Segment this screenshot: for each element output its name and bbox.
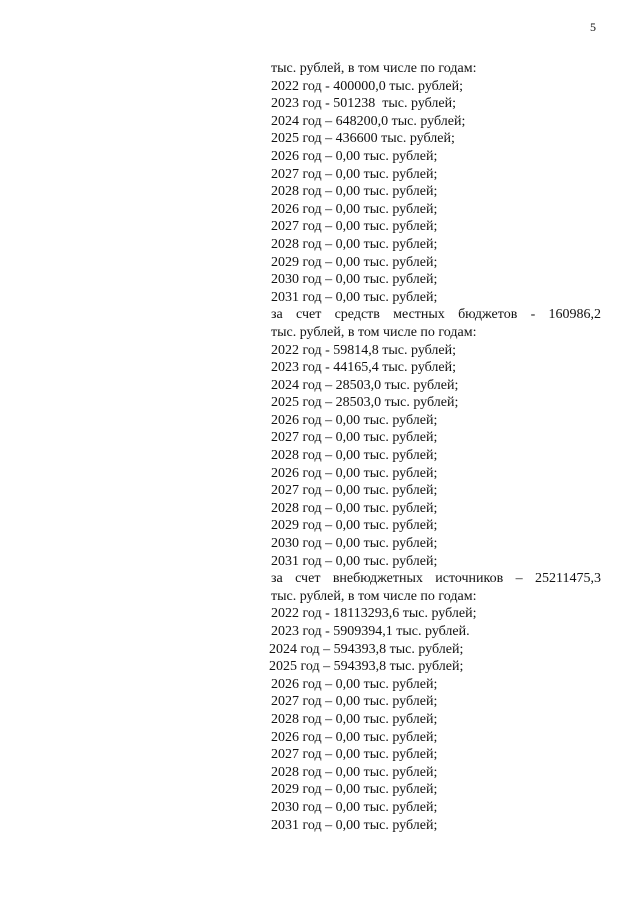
text-line: 2029 год – 0,00 тыс. рублей; (271, 518, 438, 534)
extrabudgetary-heading: за счет внебюджетных источников – 25211475,3 (271, 571, 601, 587)
document-body (271, 60, 601, 834)
text-line: 2028 год – 0,00 тыс. рублей; (271, 236, 438, 252)
text-line: тыс. рублей, в том числе по годам: (271, 61, 477, 76)
text-line: 2023 год - 44165,4 тыс. рублей; (271, 360, 457, 376)
text-line: 2027 год – 0,00 тыс. рублей; (271, 694, 438, 710)
text-line: 2031 год – 0,00 тыс. рублей; (271, 553, 438, 569)
text-line: 2030 год – 0,00 тыс. рублей; (271, 536, 438, 552)
text-line: 2022 год - 59814,8 тыс. рублей; (271, 342, 457, 358)
text-line: 2030 год – 0,00 тыс. рублей; (271, 799, 438, 815)
text-line: 2027 год – 0,00 тыс. рублей; (271, 483, 438, 499)
text-line: 2023 год - 5909394,1 тыс. рублей. (271, 624, 470, 639)
text-line: 2025 год – 594393,8 тыс. рублей; (269, 659, 464, 675)
text-line: 2027 год – 0,00 тыс. рублей; (271, 219, 438, 235)
text-line: 2026 год – 0,00 тыс. рублей; (271, 676, 438, 692)
text-line: 2028 год – 0,00 тыс. рублей; (271, 711, 438, 727)
text-line: 2027 год – 0,00 тыс. рублей; (271, 747, 438, 763)
text-line: тыс. рублей, в том числе по годам: (271, 588, 477, 604)
text-line: 2026 год – 0,00 тыс. рублей; (271, 465, 438, 481)
text-line: 2027 год – 0,00 тыс. рублей; (271, 166, 438, 182)
text-line: 2027 год – 0,00 тыс. рублей; (271, 430, 438, 446)
local-budgets-heading: за счет средств местных бюджетов - 160986,2 (271, 307, 601, 323)
text-line: 2028 год – 0,00 тыс. рублей; (271, 764, 438, 780)
text-line: 2025 год – 436600 тыс. рублей; (271, 131, 455, 147)
text-line: 2029 год – 0,00 тыс. рублей; (271, 782, 438, 798)
text-line: 2028 год – 0,00 тыс. рублей; (271, 448, 438, 464)
page-number: 5 (590, 20, 596, 34)
text-line: 2025 год – 28503,0 тыс. рублей; (271, 395, 459, 411)
text-line: 2026 год – 0,00 тыс. рублей; (271, 412, 438, 428)
text-line: 2022 год - 18113293,6 тыс. рублей; (271, 606, 477, 622)
text-line: 2026 год – 0,00 тыс. рублей; (271, 201, 438, 217)
text-line: 2028 год – 0,00 тыс. рублей; (271, 184, 438, 200)
text-line: 2026 год – 0,00 тыс. рублей; (271, 729, 438, 745)
text-line: 2024 год – 28503,0 тыс. рублей; (271, 377, 459, 393)
text-line: 2029 год – 0,00 тыс. рублей; (271, 254, 438, 270)
text-line: 2028 год – 0,00 тыс. рублей; (271, 500, 438, 516)
text-line: 2031 год – 0,00 тыс. рублей; (271, 289, 438, 305)
text-line: тыс. рублей, в том числе по годам: (271, 324, 477, 340)
text-line: 2024 год – 648200,0 тыс. рублей; (271, 113, 466, 129)
text-line: 2022 год - 400000,0 тыс. рублей; (271, 78, 464, 94)
text-line: 2023 год - 501238 тыс. рублей; (271, 96, 457, 112)
text-line: 2031 год – 0,00 тыс. рублей; (271, 817, 438, 833)
text-line: 2030 год – 0,00 тыс. рублей; (271, 272, 438, 288)
text-line: 2026 год – 0,00 тыс. рублей; (271, 148, 438, 164)
text-line: 2024 год – 594393,8 тыс. рублей; (269, 641, 464, 657)
